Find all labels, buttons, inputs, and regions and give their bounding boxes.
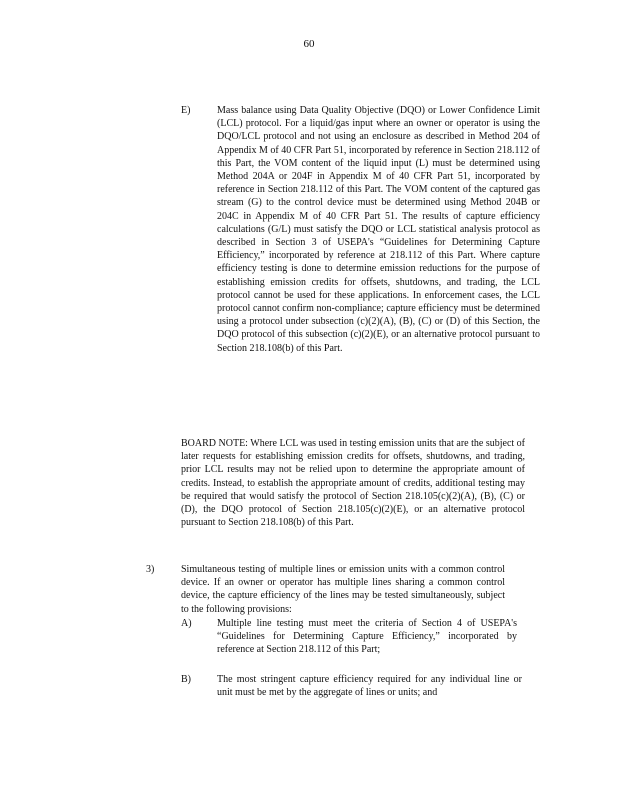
- item-3-marker: 3): [146, 564, 155, 575]
- item-e-marker: E): [181, 105, 191, 116]
- item-b-text: The most stringent capture efficiency required for any individual line or unit must be met by the aggregate of lines or units; and: [217, 674, 522, 699]
- item-e-text: Mass balance using Data Quality Objective (DQO) or Lower Confidence Limit (LCL) protocol. For a liquid/gas input where an owner or operator is using the DQO/LCL protocol and not using an enclosure as described in Method 204 of Appendix M of 40 CFR Part 51, incorporated by reference in Section 218.112 of this Part, the VOM content of the liquid input (L) must be determined using Method 204A or 204F in Appendix M of 40 CFR Part 51, incorporated by reference in Section 218.112 of this Part. The VOM content of the captured gas stream (G) to the control device must be determined using Method 204B or 204C in Appendix M of 40 CFR Part 51. The results of capture efficiency calculations (G/L) must satisfy the DQO or LCL statistical analysis protocol as described in Section 3 of USEPA's “Guidelines for Determining Capture Efficiency,” incorporated by reference at 218.112 of this Part. Where capture efficiency testing is done to determine emission reductions for the purpose of establishing emission credits for offsets, shutdowns, and trading, the LCL protocol cannot be used for these applications. In enforcement cases, the LCL protocol cannot confirm non-compliance; capture efficiency must be determined using a protocol under subsection (c)(2)(A), (B), (C) or (D) of this Section, the DQO protocol of this subsection (c)(2)(E), or an alternative protocol pursuant to Section 218.108(b) of this Part.: [217, 105, 540, 354]
- item-b-marker: B): [181, 674, 191, 685]
- page-number: 60: [303, 38, 315, 50]
- board-note: BOARD NOTE: Where LCL was used in testing emission units that are the subject of later requests for establishing emission credits for offsets, shutdowns, and trading, prior LCL results may not be relied upon to determine the appropriate amount of credits. Instead, to establish the appropriate amount of credits, additional testing may be required that would satisfy the protocol of Section 218.105(c)(2)(A), (B), (C) or (D), the DQO protocol of Section 218.105(c)(2)(E), or an alternative protocol pursuant to Section 218.108(b) of this Part.: [181, 438, 525, 529]
- item-3-text: Simultaneous testing of multiple lines or emission units with a common control device. If an owner or operator has multiple lines sharing a common control device, the capture efficiency of the lines may be tested simultaneously, subject to the following provisions:: [181, 564, 505, 615]
- item-a-marker: A): [181, 618, 192, 629]
- item-a-text: Multiple line testing must meet the criteria of Section 4 of USEPA's “Guidelines for Determining Capture Efficiency,” incorporated by reference at Section 218.112 of this Part;: [217, 618, 517, 656]
